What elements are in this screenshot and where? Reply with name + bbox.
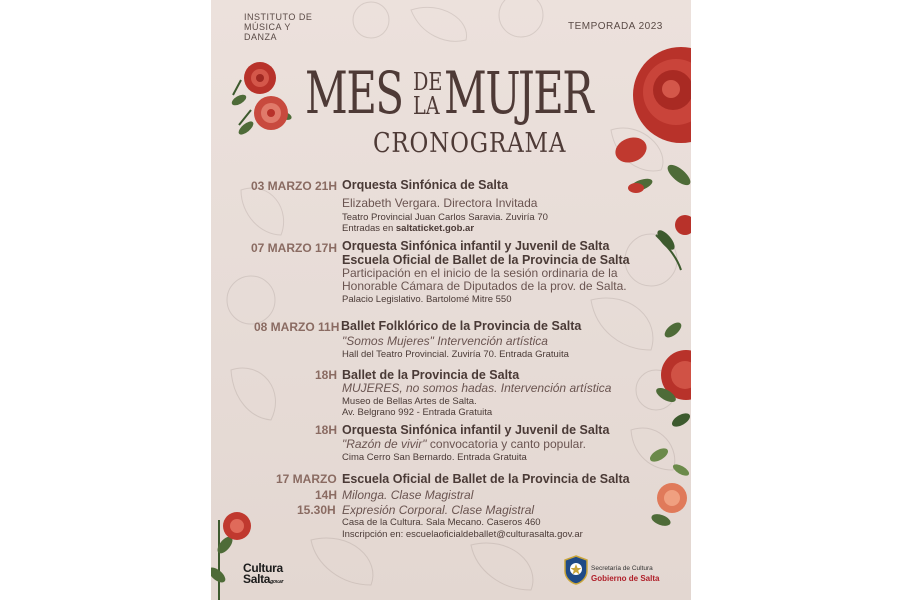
event-venue: Casa de la Cultura. Sala Mecano. Caseros 460 [342,517,541,528]
poster [211,0,691,600]
event-venue: Palacio Legislativo. Bartolomé Mitre 550 [342,294,512,305]
event-activity: Expresión Corporal. Clase Magistral [342,503,535,517]
event-title: Escuela Oficial de Ballet de la Provincia de Salta [342,253,630,267]
rose-topleft [230,62,293,137]
event-tickets [342,223,474,234]
title-mujer: MUJER [444,59,593,127]
event-title: Ballet de la Provincia de Salta [342,368,520,382]
logo-left-suffix: gov.ar [270,579,284,585]
event-registration[interactable]: Inscripción en: escuelaoficialdeballet@culturasalta.gov.ar [342,529,583,540]
title-la: LA [413,92,440,120]
event-address: Av. Belgrano 992 - Entrada Gratuita [342,407,493,418]
event-venue: Hall del Teatro Provincial. Zuviría 70. Entrada Gratuita [342,349,569,360]
event-quote: "Razón de vivir" [342,437,427,451]
secretaria-label: Secretaría de Cultura [591,565,653,572]
event-detail: Participación en el inicio de la sesión ordinaria de la [342,266,618,280]
event-title: Escuela Oficial de Ballet de la Provincia de Salta [342,472,630,486]
event-title: Orquesta Sinfónica de Salta [342,178,509,192]
event-venue: Museo de Bellas Artes de Salta. [342,396,477,407]
event-detail-rest: convocatoria y canto popular. [426,437,586,451]
event-detail: Honorable Cámara de Diputados de la prov. de Salta. [342,279,627,293]
event-detail: "Somos Mujeres" Intervención artística [342,334,548,348]
logo-left-line2: Salta [243,572,271,586]
event-title: Ballet Folklórico de la Provincia de Salta [341,319,582,333]
event-title: Orquesta Sinfónica infantil y Juvenil de Salta [342,423,610,437]
tickets-prefix: Entradas en [342,223,396,234]
event-date: 18H [315,368,338,382]
event-title: Orquesta Sinfónica infantil y Juvenil de Salta [342,239,610,253]
title-de: DE [413,68,443,96]
cultura-salta-logo [243,563,283,588]
title-mes: MES [305,59,403,127]
institute-label: INSTITUTO DE MÚSICA Y DANZA [244,12,313,42]
event-date: 08 MARZO 11H [254,320,340,334]
event-date: 18H [315,423,338,437]
event-activity: Milonga. Clase Magistral [342,488,474,502]
logo-left-line1: Cultura [243,561,283,575]
rose-bottomright [648,446,691,528]
ticket-link[interactable]: saltaticket.gob.ar [395,223,475,234]
salta-shield-icon [563,555,589,585]
gobierno-label: Gobierno de Salta [591,574,660,583]
rose-topright [612,47,691,270]
event-time: 15.30H [297,503,336,517]
rose-right [654,320,691,430]
season-label: TEMPORADA 2023 [568,21,663,32]
event-date: 17 MARZO [276,472,337,486]
page-title [301,60,611,130]
event-venue: Cima Cerro San Bernardo. Entrada Gratuita [342,452,527,463]
event-venue: Teatro Provincial Juan Carlos Saravia. Zuviría 70 [342,212,548,223]
event-date: 07 MARZO 17H [251,241,338,255]
page-subtitle: CRONOGRAMA [373,128,567,159]
event-detail [342,437,586,451]
event-detail: Elizabeth Vergara. Directora Invitada [342,196,538,210]
event-detail: MUJERES, no somos hadas. Intervención artística [342,381,612,395]
event-date: 03 MARZO 21H [251,179,338,193]
event-time: 14H [315,488,338,502]
